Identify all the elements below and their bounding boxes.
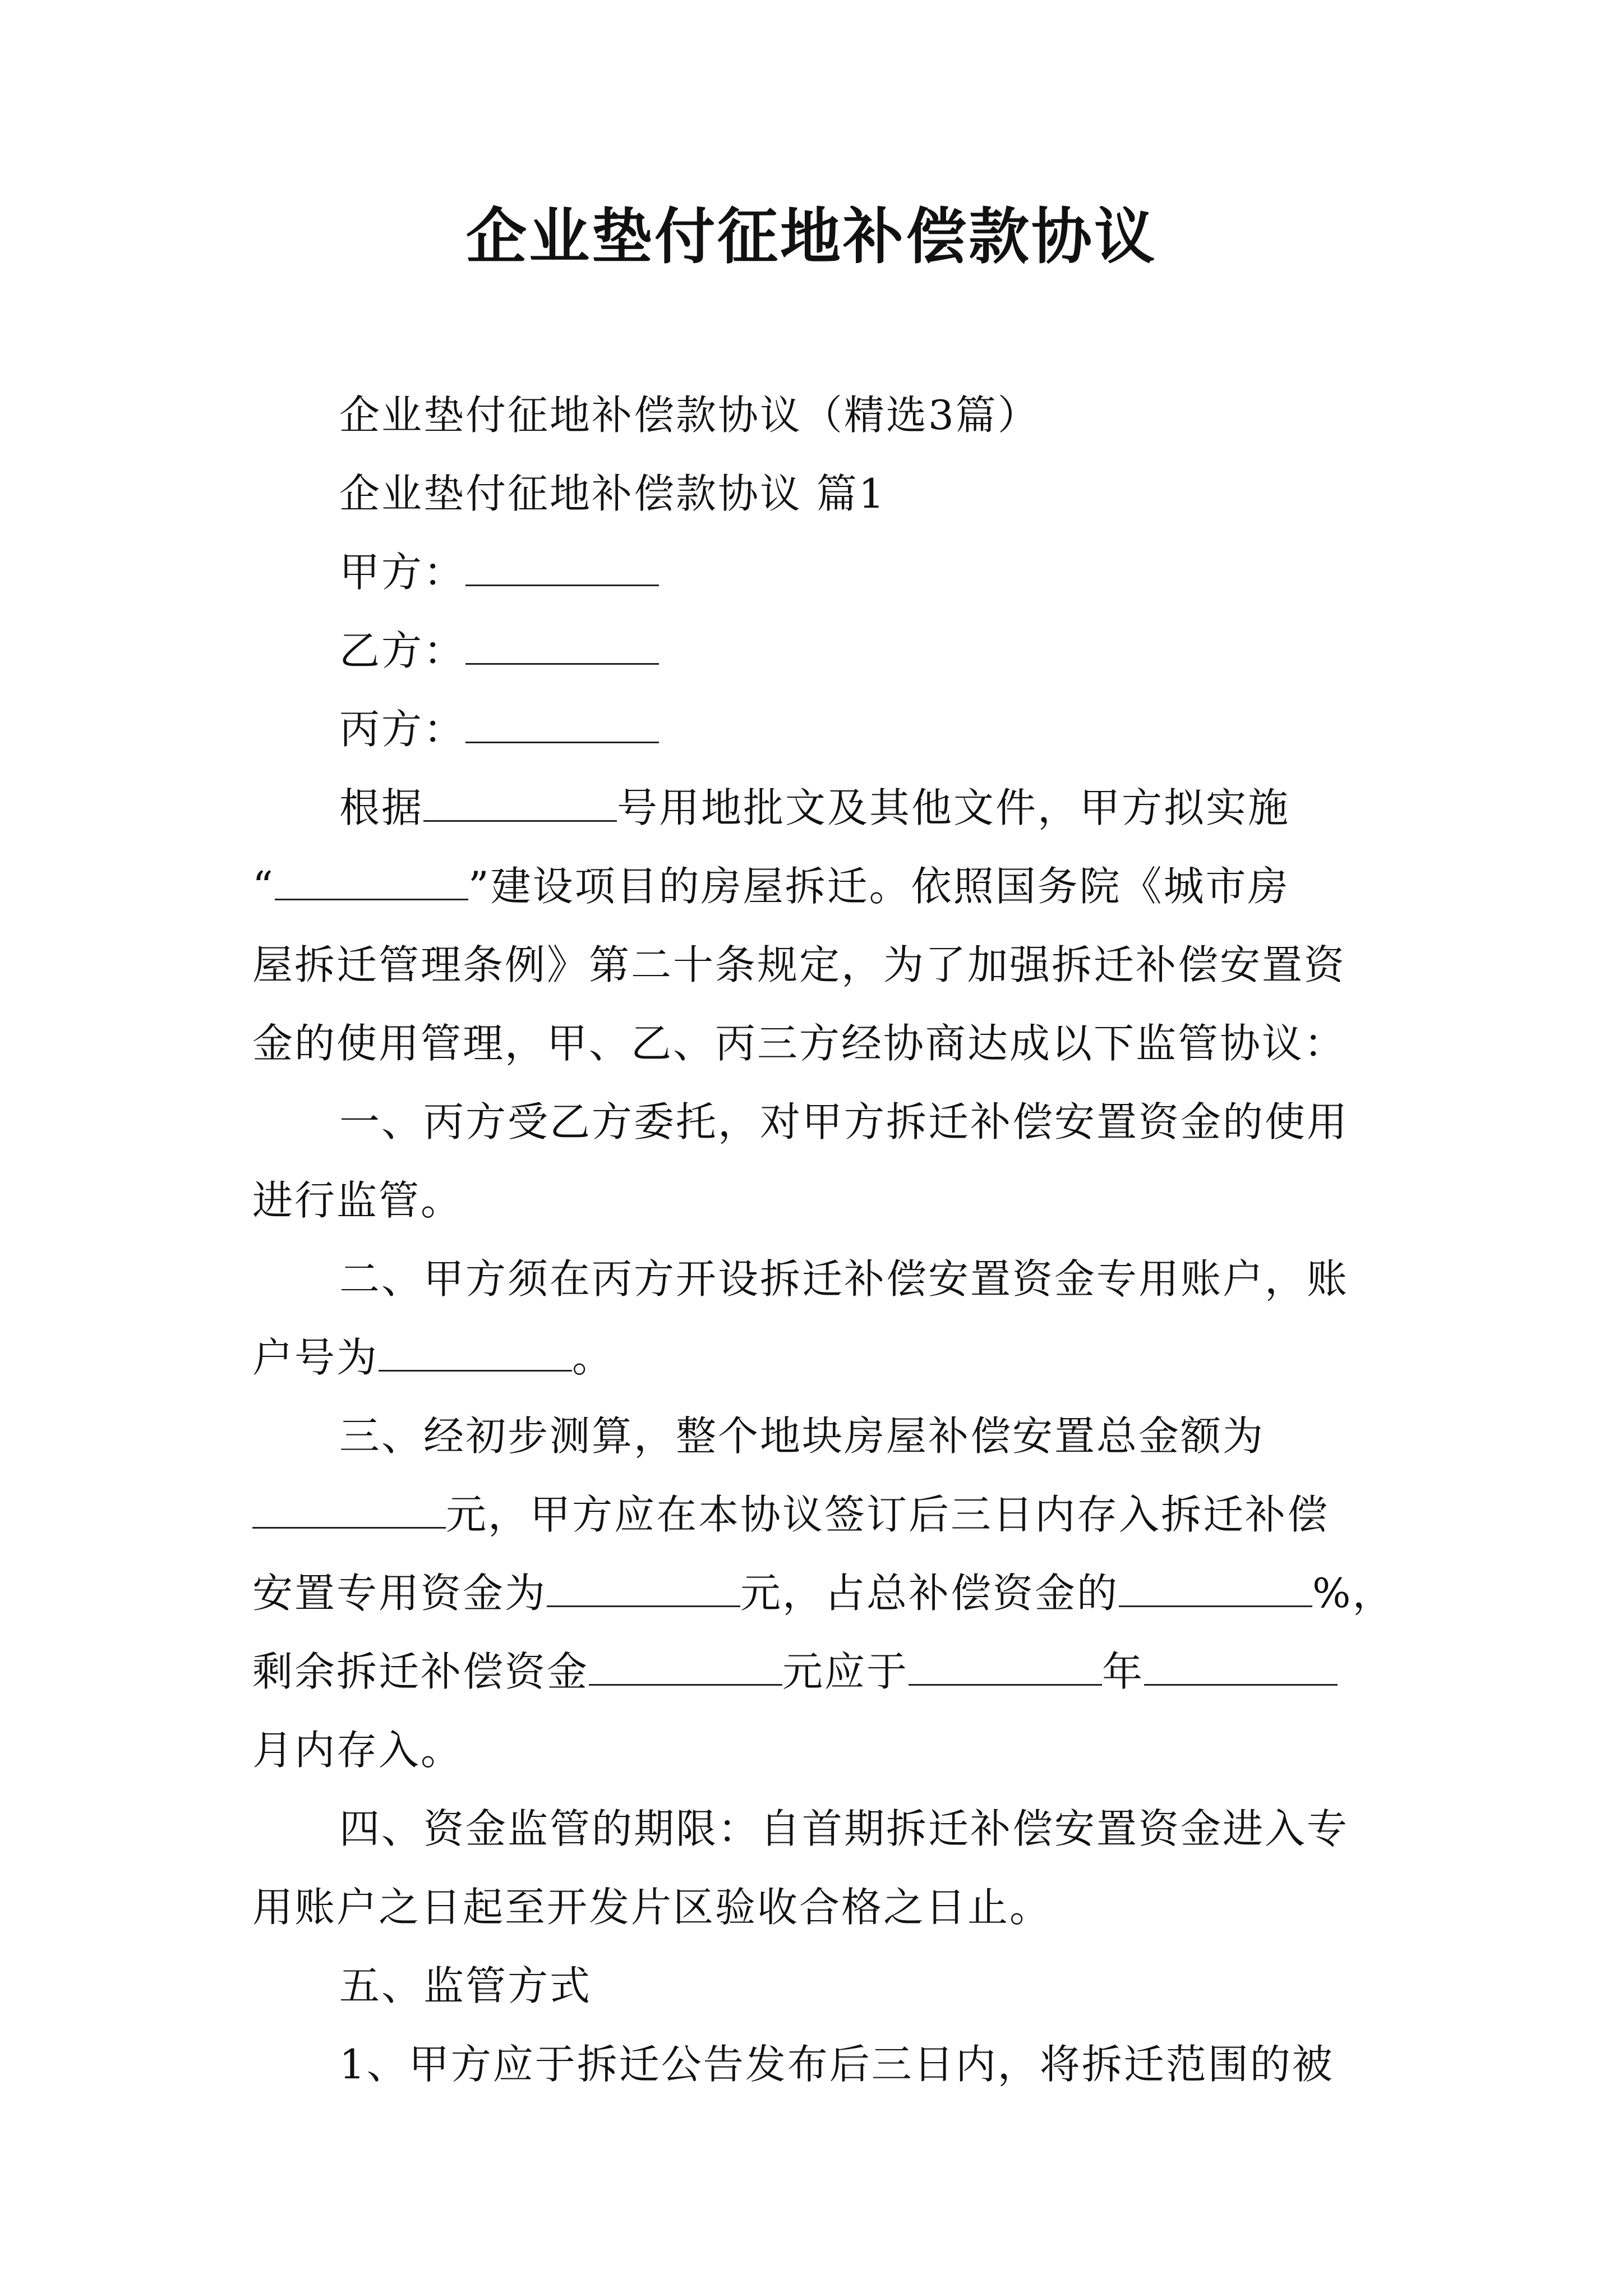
year-blank xyxy=(909,1649,1102,1686)
text-segment: 年 xyxy=(1102,1648,1145,1695)
paragraph-line: 1、甲方应于拆迁公告发布后三日内，将拆迁范围的被 xyxy=(339,2041,1334,2088)
remaining-amount-blank xyxy=(589,1649,782,1686)
party-b-blank xyxy=(465,628,659,665)
text-segment: %， xyxy=(1312,1570,1395,1617)
party-c-label: 丙方： xyxy=(339,706,466,753)
paragraph-line: 三、经初步测算，整个地块房屋补偿安置总金额为 xyxy=(339,1412,1265,1460)
text-segment: 户号为 xyxy=(252,1334,379,1381)
paragraph-line: 一、丙方受乙方委托，对甲方拆迁补偿安置资金的使用 xyxy=(339,1098,1349,1145)
text-segment: 剩余拆迁补偿资金 xyxy=(252,1648,589,1695)
text-segment: 根据 xyxy=(339,784,424,831)
paragraph-line: 二、甲方须在丙方开设拆迁补偿安置资金专用账户，账 xyxy=(339,1255,1349,1303)
text-segment: 号用地批文及其他文件，甲方拟实施 xyxy=(617,784,1290,831)
project-name-blank xyxy=(275,864,468,900)
initial-deposit-blank xyxy=(547,1571,740,1607)
party-a-line xyxy=(339,544,1483,600)
paragraph-line xyxy=(339,780,1483,836)
paragraph-line xyxy=(252,1644,1396,1700)
party-c-line xyxy=(339,701,1483,757)
percentage-blank xyxy=(1119,1571,1312,1607)
chapter-heading: 企业垫付征地补偿款协议 篇1 xyxy=(339,470,886,517)
party-a-label: 甲方： xyxy=(339,549,466,596)
paragraph-line: 月内存入。 xyxy=(252,1727,463,1774)
collection-heading: 企业垫付征地补偿款协议（精选3篇） xyxy=(339,392,1040,439)
text-segment: 元，占总补偿资金的 xyxy=(740,1570,1119,1617)
paragraph-line xyxy=(252,1329,1396,1386)
paragraph-line xyxy=(252,1487,1396,1543)
party-c-blank xyxy=(465,707,659,743)
document-title: 企业垫付征地补偿款协议 xyxy=(465,201,1157,272)
text-segment: 元应于 xyxy=(782,1648,909,1695)
party-b-label: 乙方： xyxy=(339,627,466,674)
total-amount-blank xyxy=(252,1492,446,1529)
approval-number-blank xyxy=(423,785,617,822)
account-number-blank xyxy=(379,1335,572,1372)
paragraph-line: 用账户之日起至开发片区验收合格之日止。 xyxy=(252,1884,1052,1931)
paragraph-line: 进行监管。 xyxy=(252,1177,463,1224)
paragraph-line: 四、资金监管的期限：自首期拆迁补偿安置资金进入专 xyxy=(339,1805,1349,1852)
text-segment: 元，甲方应在本协议签订后三日内存入拆迁补偿 xyxy=(446,1491,1330,1538)
paragraph-line xyxy=(252,1565,1396,1621)
text-segment: ”建设项目的房屋拆迁。依照国务院《城市房 xyxy=(468,863,1290,910)
text-segment: “ xyxy=(252,863,275,910)
section-heading: 五、监管方式 xyxy=(339,1962,592,2009)
party-a-blank xyxy=(465,550,659,586)
party-b-line xyxy=(339,623,1483,679)
text-segment: 。 xyxy=(572,1334,615,1381)
paragraph-line: 金的使用管理，甲、乙、丙三方经协商达成以下监管协议： xyxy=(252,1020,1347,1067)
month-blank xyxy=(1144,1649,1338,1686)
text-segment: 安置专用资金为 xyxy=(252,1570,547,1617)
paragraph-line xyxy=(252,858,1396,914)
paragraph-line: 屋拆迁管理条例》第二十条规定，为了加强拆迁补偿安置资 xyxy=(252,941,1347,988)
